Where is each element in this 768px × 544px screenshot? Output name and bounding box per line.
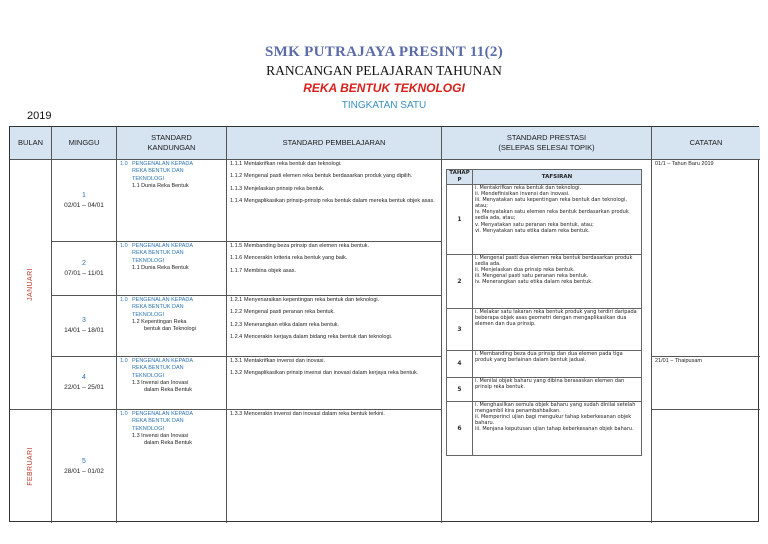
sp-text: Menerangkan etika dalam reka bentuk.: [244, 321, 340, 328]
sk-number: 1.0: [120, 161, 128, 167]
school-name: SMK PUTRAJAYA PRESINT 11(2): [264, 44, 503, 60]
week-date: 22/01 – 25/01: [64, 384, 104, 392]
catatan-cell: 01/1 – Tahun Baru 2019: [652, 160, 760, 357]
tafsiran-header: TAFSIRAN: [472, 170, 641, 185]
sp-item: [230, 370, 439, 377]
month-cell-februari: [10, 410, 52, 523]
sp-item: [230, 411, 439, 418]
sp-number: 1.1.1: [230, 161, 243, 167]
week-number: 1: [82, 191, 86, 199]
sk-sub-line: 1.1 Dunia Reka Bentuk: [132, 264, 189, 271]
sp-number: 1.1.7: [230, 267, 243, 274]
sp-number: 1.2.1: [230, 297, 243, 303]
col-header-catatan: CATATAN: [652, 127, 760, 160]
year-label: 2019: [27, 110, 52, 122]
tahap-number: 3: [447, 309, 473, 351]
sp-number: 1.1.3: [230, 185, 243, 192]
sk-number: 1.0: [120, 411, 128, 417]
sp-text: Menyenaraikan kepentingan reka bentuk dan teknologi.: [244, 297, 380, 303]
col-header-standard-pembelajaran: STANDARD PEMBELAJARAN: [227, 127, 442, 160]
tafsiran-text: [472, 402, 641, 456]
col-header-spr-line1: STANDARD PRESTASI: [506, 132, 587, 142]
tafsiran-text: [472, 255, 641, 309]
standard-kandungan-cell: [117, 410, 227, 523]
sp-text: Membina objek asas.: [244, 267, 296, 274]
sk-sub-line: 1.3 Invensi dan Inovasi: [132, 379, 189, 386]
col-header-standard-prestasi: [442, 127, 652, 160]
sk-title-line: PENGENALAN KEPADA: [132, 161, 194, 167]
tahap-number: 4: [447, 351, 473, 378]
tafsiran-line: ii. Menjelaskan dua prinsip reka bentuk.: [474, 267, 575, 274]
standard-kandungan-cell: [117, 160, 227, 242]
sp-number: 1.3.1: [230, 358, 243, 364]
week-cell: [52, 410, 117, 523]
col-header-sk-line1: STANDARD: [151, 132, 192, 142]
standard-kandungan-cell: [117, 296, 227, 357]
tafsiran-table: [446, 169, 642, 456]
week-number: 2: [82, 259, 86, 267]
tafsiran-line: i. Membanding beza dua prinsip dan dua elemen pada tiga produk yang berlainan dalam bentuk jadual.: [474, 351, 623, 364]
col-header-minggu: MINGGU: [52, 127, 117, 160]
sk-title-line: TEKNOLOGI: [132, 372, 165, 379]
sk-sub-line: bentuk dan Teknologi: [144, 326, 196, 332]
sp-item: [230, 173, 439, 180]
col-header-bulan: BULAN: [10, 127, 52, 160]
tahap-header-line1: TAHAP: [449, 170, 470, 177]
tafsiran-text: [472, 378, 641, 402]
sk-title-line: TEKNOLOGI: [132, 311, 165, 318]
sp-text: Mencerakin kerjaya dalam bidang reka bentuk dan teknologi.: [244, 333, 393, 340]
sk-title-line: REKA BENTUK DAN: [132, 168, 184, 175]
month-cell-januari: [10, 160, 52, 410]
tafsiran-line: i. Menilai objek baharu yang dibina berasaskan elemen dan prinsip reka bentuk.: [474, 378, 625, 391]
sp-item: [230, 243, 439, 250]
tafsiran-text: [472, 309, 641, 351]
standard-kandungan-cell: [117, 242, 227, 296]
tafsiran-line: ii. Memperinci ujian bagi mengukur tahap keberkesanan objek baharu.: [474, 414, 632, 427]
sk-title-line: TEKNOLOGI: [132, 175, 165, 182]
sk-number: 1.0: [120, 358, 128, 364]
week-date: 14/01 – 18/01: [64, 327, 104, 335]
standard-pembelajaran-cell: [227, 357, 442, 410]
sp-number: 1.2.3: [230, 321, 243, 328]
sp-number: 1.1.6: [230, 255, 243, 262]
sp-text: Mencerakin invensi dan inovasi dalam reka bentuk terkini.: [244, 411, 385, 417]
sk-title-line: PENGENALAN KEPADA: [132, 358, 194, 364]
sk-title-line: REKA BENTUK DAN: [132, 304, 184, 311]
sp-item: [230, 334, 439, 341]
standard-pembelajaran-cell: [227, 160, 442, 242]
tahap-number: 1: [447, 185, 473, 255]
tafsiran-line: iii. Menjana keputusan ujian tahap keberkesanan objek baharu.: [474, 426, 634, 433]
sp-text: Mentakrifkan reka bentuk dan teknologi.: [244, 161, 342, 167]
catatan-cell: 21/01 – Thaipusam: [652, 357, 760, 410]
tahap-header: [447, 170, 473, 185]
week-number: 5: [82, 457, 86, 465]
week-cell: [52, 357, 117, 410]
tahap-number: 2: [447, 255, 473, 309]
tafsiran-line: v. Menyatakan satu peranan reka bentuk, atau;: [474, 221, 594, 228]
week-cell: [52, 160, 117, 242]
sk-title-line: TEKNOLOGI: [132, 257, 165, 264]
week-cell: [52, 242, 117, 296]
sp-text: Mengaplikasikan prinsip-prinsip reka bentuk dalam mereka bentuk objek asas.: [244, 197, 435, 204]
sp-item: [230, 161, 439, 168]
tahap-number: 5: [447, 378, 473, 402]
month-label: FEBRUARI: [27, 447, 34, 486]
sp-number: 1.1.5: [230, 243, 243, 249]
sk-title-line: PENGENALAN KEPADA: [132, 297, 194, 303]
plan-title: RANCANGAN PELAJARAN TAHUNAN: [266, 63, 502, 78]
tafsiran-line: i. Mengenal pasti dua elemen reka bentuk berdasarkan produk sedia ada.: [474, 255, 633, 268]
lesson-plan-table: [9, 126, 759, 522]
sp-number: 1.2.2: [230, 309, 243, 316]
col-header-standard-kandungan: [117, 127, 227, 160]
sk-title-line: PENGENALAN KEPADA: [132, 243, 194, 249]
week-date: 07/01 – 11/01: [64, 269, 104, 277]
sk-title-line: REKA BENTUK DAN: [132, 418, 184, 425]
tafsiran-line: vi. Menyatakan satu etika dalam reka bentuk.: [474, 227, 590, 234]
sp-number: 1.1.2: [230, 173, 243, 180]
week-cell: [52, 296, 117, 357]
sk-number: 1.0: [120, 297, 128, 303]
sk-title-line: TEKNOLOGI: [132, 425, 165, 432]
standard-kandungan-cell: [117, 357, 227, 410]
tafsiran-line: iv. Menyatakan satu elemen reka bentuk berdasarkan produk sedia ada, atau;: [474, 209, 629, 222]
sk-title-line: REKA BENTUK DAN: [132, 250, 184, 257]
sp-item: [230, 198, 439, 205]
week-date: 02/01 – 04/01: [64, 201, 104, 209]
week-date: 28/01 – 01/02: [64, 467, 104, 475]
sk-title-line: REKA BENTUK DAN: [132, 365, 184, 372]
sp-text: Mentakrifkan invensi dan inovasi.: [244, 358, 326, 364]
tafsiran-text: [472, 351, 641, 378]
sk-sub-line: 1.2 Kepentingan Reka: [132, 318, 187, 325]
sp-number: 1.3.3: [230, 411, 243, 417]
sp-text: Mengenal pasti peranan reka bentuk.: [244, 309, 335, 316]
col-header-sk-line2: KANDUNGAN: [147, 143, 196, 152]
tafsiran-line: i. Menghasilkan semula objek baharu yang sudah dinilai setelah mengambil kira penambahbaikan.: [474, 402, 636, 415]
tafsiran-text: [472, 185, 641, 255]
level-title: TINGKATAN SATU: [341, 100, 427, 111]
sp-item: [230, 186, 439, 193]
sp-text: Menjelaskan prinsip reka bentuk.: [244, 185, 325, 192]
sp-text: Mencerakin kriteria reka bentuk yang baik.: [244, 255, 348, 262]
sk-sub-line: dalam Reka Bentuk: [144, 387, 192, 393]
tafsiran-line: ii. Mendefinisikan invensi dan inovasi.: [474, 191, 570, 198]
sp-number: 1.2.4: [230, 333, 243, 340]
sk-sub-line: 1.3 Invensi dan Inovasi: [132, 432, 189, 439]
sk-sub-line: dalam Reka Bentuk: [144, 440, 192, 446]
col-header-spr-line2: (SELEPAS SELESAI TOPIK): [498, 143, 595, 152]
week-number: 3: [82, 317, 86, 325]
month-label: JANUARI: [27, 268, 34, 301]
sp-text: Mengenal pasti elemen reka bentuk berdasarkan produk yang dipilih.: [244, 173, 413, 180]
tafsiran-line: iv. Menerangkan satu etika dalam reka bentuk.: [474, 279, 593, 286]
sk-sub-line: 1.1 Dunia Reka Bentuk: [132, 182, 189, 189]
sp-item: [230, 268, 439, 275]
sp-number: 1.3.2: [230, 370, 243, 377]
sp-number: 1.1.4: [230, 197, 243, 204]
week-number: 4: [82, 374, 86, 382]
sp-item: [230, 309, 439, 316]
tafsiran-line: i. Melakar satu lakaran reka bentuk produk yang terdiri daripada beberapa objek asas geometri dengan mengaplikasikan dua elemen dan dua prinsip.: [474, 309, 637, 328]
sp-item: [230, 255, 439, 262]
sp-item: [230, 297, 439, 304]
sp-text: Membanding beza prinsip dan elemen reka bentuk.: [244, 243, 370, 249]
subject-title: REKA BENTUK TEKNOLOGI: [303, 81, 465, 95]
tahap-header-line2: P: [457, 177, 462, 183]
catatan-cell: [652, 410, 760, 523]
tafsiran-line: iii. Mengenal pasti satu peranan reka bentuk.: [474, 273, 589, 280]
sp-item: [230, 358, 439, 365]
sk-title-line: PENGENALAN KEPADA: [132, 411, 194, 417]
tahap-number: 6: [447, 402, 473, 456]
standard-pembelajaran-cell: [227, 410, 442, 523]
tafsiran-line: i. Mentakrifkan reka bentuk dan teknologi.: [474, 185, 582, 191]
sp-text: Mengaplikasikan prinsip invensi dan inovasi dalam kerjaya reka bentuk.: [244, 370, 419, 377]
tafsiran-line: iii. Menyatakan satu kepentingan reka bentuk dan teknologi, atau;: [474, 197, 627, 210]
standard-pembelajaran-cell: [227, 242, 442, 296]
sk-number: 1.0: [120, 243, 128, 249]
standard-pembelajaran-cell: [227, 296, 442, 357]
sp-item: [230, 322, 439, 329]
